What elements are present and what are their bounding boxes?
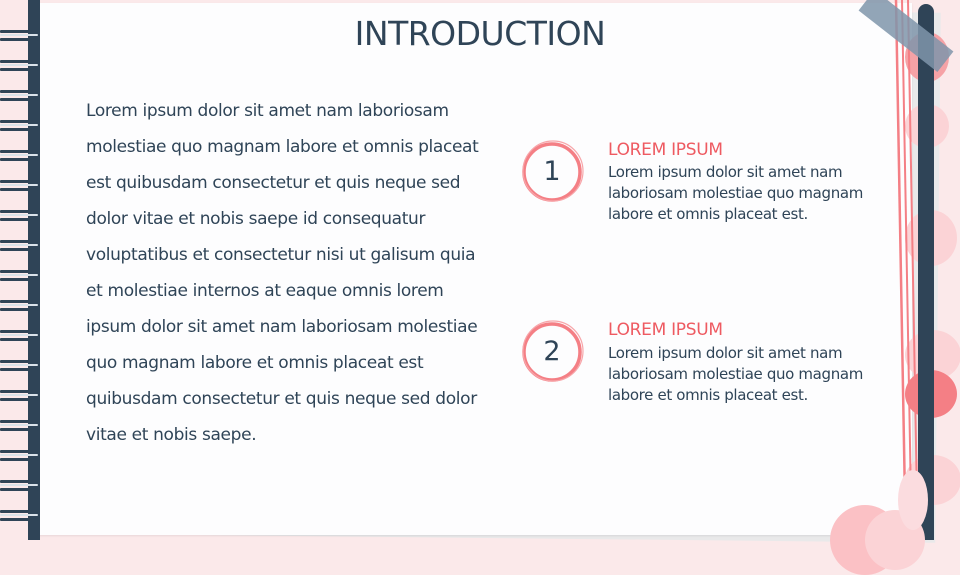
spiral-ring — [0, 420, 40, 436]
spiral-ring — [0, 120, 40, 136]
spiral-ring — [0, 300, 40, 316]
spiral-ring — [0, 480, 40, 496]
item-number: 1 — [543, 156, 561, 187]
item-description: Lorem ipsum dolor sit amet nam laboriosam molestiae quo magnam labore et omnis placeat est. — [608, 163, 863, 223]
decor-blob — [898, 470, 928, 530]
item-description: Lorem ipsum dolor sit amet nam laboriosam molestiae quo magnam labore et omnis placeat est. — [608, 344, 863, 404]
spiral-ring — [0, 510, 40, 526]
spiral-ring — [0, 60, 40, 76]
spiral-ring — [0, 90, 40, 106]
spiral-ring — [0, 270, 40, 286]
item-heading: LOREM IPSUM — [608, 140, 723, 160]
item-number: 2 — [543, 336, 561, 367]
spiral-ring — [0, 240, 40, 256]
number-badge-2 — [520, 320, 584, 384]
intro-paragraph: Lorem ipsum dolor sit amet nam laboriosam molestiae quo magnam labore et omnis placeat est quibusdam consectetur et quis neque sed dolor vitae et nobis saepe id consequatur voluptatibus et consectetur nisi ut galisum quia et molestiae internos at eaque omnis lorem ipsum dolor sit amet nam laboriosam molestiae quo magnam labore et omnis placeat est quibusdam consectetur et quis neque sed dolor vitae et nobis saepe. — [86, 101, 479, 445]
spiral-ring — [0, 360, 40, 376]
spiral-ring — [0, 390, 40, 406]
spiral-ring — [0, 450, 40, 466]
item-heading: LOREM IPSUM — [608, 320, 723, 340]
spiral-ring — [0, 150, 40, 166]
number-badge-1 — [520, 140, 584, 204]
spiral-ring — [0, 330, 40, 346]
spiral-ring — [0, 180, 40, 196]
margin-lines — [893, 0, 923, 540]
slide-title: INTRODUCTION — [354, 14, 606, 53]
spiral-ring — [0, 210, 40, 226]
